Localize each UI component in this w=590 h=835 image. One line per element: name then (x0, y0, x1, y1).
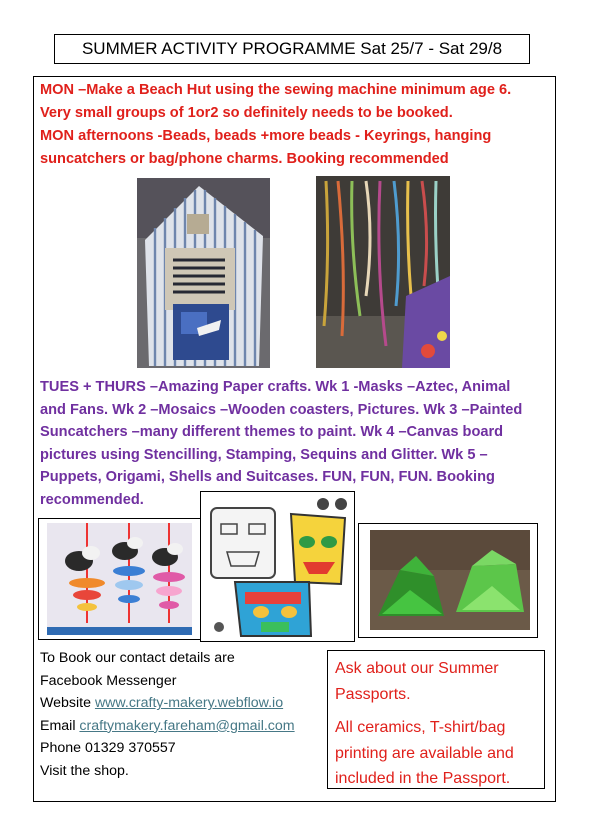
monday-line-4: suncatchers or bag/phone charms. Booking recommended (40, 151, 449, 167)
masks-photo (205, 496, 351, 638)
contact-email-row (40, 715, 340, 738)
passport-line-4: printing are available and (335, 744, 514, 762)
masks-photo-frame (200, 491, 355, 642)
summer-passport-box (327, 650, 545, 789)
beach-hut-photo (137, 178, 270, 368)
magnifier-icon (214, 622, 224, 632)
sheep-puppets-photo-frame (38, 518, 201, 640)
passport-line-2: Passports. (335, 685, 411, 703)
passport-line-1: Ask about our Summer (335, 660, 499, 677)
passport-line-3: All ceramics, T-shirt/bag (335, 719, 506, 736)
origami-frogs-photo-frame (358, 523, 538, 638)
page-title: SUMMER ACTIVITY PROGRAMME Sat 25/7 - Sat 29/8 (81, 39, 503, 58)
title-box (54, 34, 530, 64)
passport-line-5: included in the Passport. (335, 770, 511, 787)
monday-line-3: MON afternoons -Beads, beads +more beads - Keyrings, hanging (40, 128, 492, 144)
tues-line-1: TUES + THURS –Amazing Paper crafts. Wk 1 -Masks –Aztec, Animal (40, 379, 511, 395)
contact-messenger: Facebook Messenger (40, 672, 177, 689)
contact-intro: To Book our contact details are (40, 650, 235, 666)
tues-line-4: pictures using Stencilling, Stamping, Sequins and Glitter. Wk 5 – (40, 446, 488, 463)
booking-contact-details (40, 647, 340, 783)
tues-line-6: recommended. (40, 491, 144, 508)
beads-photo (316, 176, 450, 368)
email-label: Email (40, 717, 80, 734)
monday-line-1: MON –Make a Beach Hut using the sewing machine minimum age 6. (40, 82, 512, 98)
email-link[interactable]: craftymakery.fareham@gmail.com (79, 717, 295, 734)
tues-line-3: Suncatchers –many different themes to paint. Wk 4 –Canvas board (40, 424, 504, 441)
contact-shop: Visit the shop. (40, 762, 129, 779)
monday-line-2: Very small groups of 1or2 so definitely needs to be booked. (40, 105, 453, 121)
sheep-puppets-photo (47, 523, 192, 635)
tues-line-5: Puppets, Origami, Shells and Suitcases. FUN, FUN, FUN. Booking (40, 469, 495, 486)
website-link[interactable]: www.crafty-makery.webflow.io (94, 695, 284, 712)
website-label: Website (40, 695, 95, 712)
contact-website-row (40, 692, 340, 715)
monday-activities-text (40, 79, 540, 171)
contact-phone: Phone 01329 370557 (40, 740, 176, 757)
tues-line-2: and Fans. Wk 2 –Mosaics –Wooden coasters, Pictures. Wk 3 –Painted (40, 401, 523, 418)
origami-frogs-photo (370, 530, 530, 630)
